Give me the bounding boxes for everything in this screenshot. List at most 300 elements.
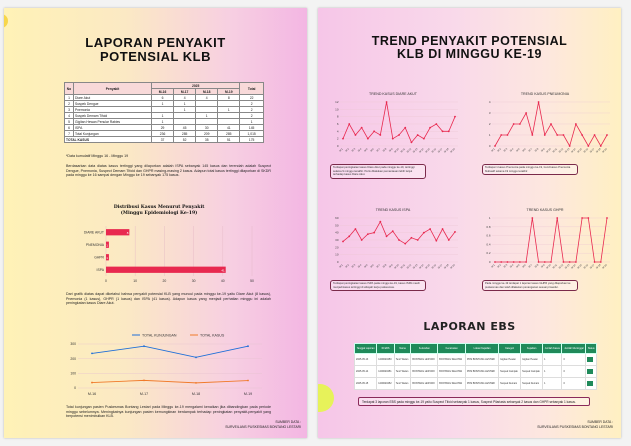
x-tick-label: M-5 [363,147,369,153]
data-point [435,240,437,242]
ebs-view-button[interactable] [587,357,593,362]
y-tick-label: 0.6 [486,233,491,238]
data-point [606,217,608,219]
y-tick-label: 1 [488,216,491,220]
data-point [91,352,93,354]
trend-chart-diare [324,98,462,160]
ebs-cell: PKM BONTANG LESTARI [466,378,499,390]
col-week: M-17 [174,89,196,95]
x-tick-label: M-2 [496,263,502,269]
panel-title: TREND KASUS GHPR [526,208,564,212]
total-cell: 52 [174,137,196,143]
total-cell: 175 [240,137,264,143]
panel-description: Terdapat peningkatan kasus Diare Akut pada minggu ke-19, tertinggi selama 9 minggu terakhir. Perlu dilakukan pemantauan lebih lanjut terhadap kasus Diare Akut. [330,164,426,179]
category-label: GHPR [94,255,104,260]
x-tick-label: M-12 [558,147,565,154]
col-no: No [65,83,74,95]
ebs-header: ID EBS [377,344,394,354]
total-label: TOTAL KASUS [65,137,152,143]
series-line [92,380,248,382]
paragraph-visits: Total kunjungan pasien Puskesmas Bontang Lestari pada Minggu ke-19 mengalami kenaikan jika dibandingkan pada periode minggu sebelumnya. Meningkatnya kunjungan pasien kemungkinan berdampak terhadap peningkatan penyakit-penyakit yang berpotensi menimbulkan KLB. [66,405,271,419]
ebs-header: Jumlah Meninggal [562,344,586,354]
data-point [525,112,527,114]
y-tick-label: 3 [488,111,491,115]
cumulative-caption: *Data kumulatif Minggu 16 - Minggu 19 [66,154,129,158]
table-cell: 236 [152,131,174,137]
bar-chart-title-line1: Distribusi Kasus Menurut Penyakit [113,205,205,210]
x-tick-label: M-9 [388,263,394,269]
x-tick-label: M-10 [545,147,552,154]
data-point [581,134,583,136]
x-tick-label: M-1 [490,147,496,153]
data-point [386,235,388,237]
bar-value-label: 1 [106,255,108,260]
ebs-table [354,343,597,390]
ebs-cell: BONTANG LESTARI [411,378,438,390]
ebs-cell: 0 [562,354,586,366]
x-tick-label: 30 [191,279,196,283]
right-source-label: SUMBER DATA : [587,420,613,424]
y-tick-label: 30 [335,238,339,242]
x-tick-label: M-5 [515,263,521,269]
data-point [386,101,388,103]
ebs-cell: Tenri Wulan [394,378,411,390]
bar-chart-title [84,205,234,216]
y-tick-label: 300 [70,342,76,347]
table-cell: 2 [65,101,74,107]
x-tick-label: M-10 [393,147,400,154]
x-tick-label: M-8 [382,263,388,269]
data-point [373,130,375,132]
left-source-label: SUMBER DATA : [275,420,301,424]
table-cell: 1 [174,107,196,113]
y-tick-label: 10 [335,252,339,257]
y-tick-label: 1 [488,133,491,137]
x-tick-label: M-12 [406,147,413,154]
data-point [247,345,249,347]
trend-chart-pneumonia [476,98,614,160]
data-point [500,261,502,263]
data-point [563,134,565,136]
table-cell: 5 [65,119,74,125]
x-tick-label: M-9 [540,147,546,153]
y-tick-label: 0.2 [486,251,491,256]
y-tick-label: 0.4 [486,242,491,247]
table-cell: 2 [240,113,264,119]
bar [106,267,226,273]
x-tick-label: M-15 [576,147,583,154]
table-cell: 1 [152,119,174,125]
ebs-cell: BONTANG SELATAN [438,366,466,378]
x-tick-label: M-9 [540,263,546,269]
left-source-name: SURVEILANS PUSKESMAS BONTANG LESTARI [225,424,301,429]
table-cell: 1 [218,107,240,113]
col-penyakit: Penyakit [74,83,152,95]
data-point [494,145,496,147]
ebs-note: Terdapat 3 laporan EBS pada minggu ke-19 yaitu Suspect Tifoid sebanyak 1 kasus, Suspect Pilariasis sebanyak 2 kasus dan GHPR sebanyak 1 kasus. [358,397,590,406]
panel-description: Pada minggu ke-19 terdapat 1 laporan kasus GHPR yang dilaporkan ke puskesmas dan telah dilakukan penanganan sesuai prosedur. [482,280,578,291]
x-tick-label: M-6 [521,147,527,153]
series-line [92,346,248,357]
y-tick-label: 0.8 [486,224,491,229]
data-point [538,261,540,263]
y-tick-label: 200 [70,356,76,361]
legend-label: TOTAL KASUS [200,333,225,338]
ebs-cell: 1200020250 [377,354,394,366]
x-tick-label: M-13 [564,147,571,154]
y-tick-label: 8 [336,114,339,119]
ebs-cell: 0 [562,366,586,378]
x-tick-label: M-11 [400,147,406,154]
ebs-cell: Tenri Wulan [394,366,411,378]
y-tick-label: 0 [74,386,76,391]
x-tick-label: M-11 [552,263,558,270]
ebs-row [355,378,597,390]
x-tick-label: M-14 [570,147,577,154]
x-tick-label: M-6 [369,147,375,153]
table-cell: 1 [152,101,174,107]
x-tick-label: 0 [105,279,107,283]
data-point [519,261,521,263]
ebs-cell: BONTANG LESTARI [411,366,438,378]
data-point [544,134,546,136]
col-week: M-16 [152,89,174,95]
ebs-status-cell [586,354,597,366]
data-point [550,261,552,263]
y-tick-label: 4 [336,129,339,134]
data-point [373,232,375,234]
x-tick-label: M-7 [376,147,382,153]
table-cell: 4 [196,95,218,101]
ebs-cell: PKM BONTANG LESTARI [466,366,499,378]
table-cell: 29 [152,125,174,131]
ebs-cell: BONTANG SELATAN [438,354,466,366]
data-point [442,130,444,132]
panel-description: Terdapat peningkatan kasus ISPA pada minggu ke-19, kasus ISPA masih menjadi kasus tertinggi di wilayah kerja puskesmas. [330,280,426,291]
table-total-row [65,137,264,143]
ebs-cell: 0 [562,378,586,390]
data-point [600,261,602,263]
ebs-cell: Suspek Demam [499,378,521,390]
col-week: M-18 [196,89,218,95]
ebs-row [355,354,597,366]
data-point [348,123,350,125]
data-point [247,380,249,382]
category-label: PNEMONIA [85,243,104,247]
table-cell: Gigitan Hewan Penular Rabies [74,119,152,125]
x-tick-label: M-3 [503,147,509,153]
bar-value-label: 8 [126,230,129,235]
data-point [507,261,509,263]
data-point [367,138,369,140]
x-tick-label: M-8 [382,147,388,153]
table-cell: 8 [218,95,240,101]
x-tick-label: M-16 [583,147,590,154]
ebs-cell: Gigitan Hewan [499,354,521,366]
table-cell: 1 [196,113,218,119]
y-tick-label: 12 [335,100,339,104]
data-point [411,237,413,239]
data-point [367,233,369,235]
x-tick-label: M-19 [449,147,456,154]
ebs-cell: 1 [543,366,562,378]
data-point [569,145,571,147]
data-point [575,123,577,125]
table-cell: 6 [152,95,174,101]
table-cell: Total Kunjungan [74,131,152,137]
left-title-line1: LAPORAN PENYAKIT [85,35,226,50]
x-tick-label: M-2 [496,147,502,153]
ebs-cell: 1200020252 [377,378,394,390]
ebs-header: Status [586,344,597,354]
data-point [361,239,363,241]
x-tick-label: M-18 [191,392,201,396]
x-tick-label: M-13 [412,147,419,154]
table-cell: 1,015 [240,131,264,137]
legend-label: TOTAL KUNJUNGAN [142,333,177,338]
data-point [587,145,589,147]
data-point [600,145,602,147]
x-tick-label: M-18 [443,263,450,270]
x-tick-label: M-16 [431,147,438,154]
ebs-cell: Suspek Demam [521,378,543,390]
table-cell: 4 [65,113,74,119]
data-point [361,127,363,129]
data-point [417,239,419,241]
x-tick-label: 50 [250,279,254,283]
x-tick-label: M-4 [509,263,515,269]
data-point [448,239,450,241]
data-point [525,261,527,263]
table-cell: Suspek Dengue [74,101,152,107]
right-title-line2: KLB DI MINGGU KE-19 [397,47,542,62]
x-tick-label: M-17 [437,147,444,154]
x-tick-label: M-4 [509,147,515,153]
table-cell: Pnemonia [74,107,152,113]
x-tick-label: M-17 [589,263,596,270]
data-point [494,261,496,263]
table-cell: 1 [65,95,74,101]
data-point [531,134,533,136]
x-tick-label: M-7 [528,263,534,269]
data-point [550,123,552,125]
x-tick-label: M-16 [431,263,438,270]
y-tick-label: 0 [488,144,491,148]
table-cell: 145 [240,125,264,131]
data-point [556,217,558,219]
data-point [379,134,381,136]
x-tick-label: M-5 [515,147,521,153]
table-cell: 2 [240,101,264,107]
category-label: DIARE AKUT [83,230,104,235]
table-cell: 2 [240,107,264,113]
y-tick-label: 2 [336,136,339,141]
data-point [355,228,357,230]
right-title [318,35,621,61]
data-point [429,228,431,230]
table-cell: 41 [218,125,240,131]
left-title-line2: POTENSIAL KLB [100,48,211,64]
ebs-header: Kategori [499,344,521,354]
ebs-header: Kejadian [521,344,543,354]
data-point [429,127,431,129]
ebs-cell: 1 [543,378,562,390]
decor-circle [318,384,334,412]
x-tick-label: M-19 [449,263,456,270]
data-point [411,141,413,143]
table-cell: Diare Akut [74,95,152,101]
x-tick-label: M-6 [369,263,375,269]
x-tick-label: M-17 [437,263,444,270]
ebs-header: Nama [394,344,411,354]
trend-line [495,218,607,262]
ebs-view-button[interactable] [587,381,593,386]
ebs-header: Kecamatan [438,344,466,354]
y-tick-label: 2 [488,122,491,126]
panel-title: TREND KASUS DIARE AKUT [369,92,417,96]
data-point [392,230,394,232]
category-label: ISPA [96,268,104,272]
data-point [587,217,589,219]
x-tick-label: M-15 [424,147,431,154]
x-tick-label: M-3 [503,263,509,269]
table-cell: ISPA [74,125,152,131]
ebs-cell: 2025-05-15 [355,378,377,390]
ebs-header: Lokasi Kejadian [466,344,499,354]
data-point [563,261,565,263]
visit-line-chart [62,330,272,402]
x-tick-label: M-18 [595,147,602,154]
x-tick-label: 20 [162,279,167,283]
ebs-cell: 1200020251 [377,366,394,378]
table-cell: 1 [174,101,196,107]
x-tick-label: 10 [133,279,138,283]
data-point [513,261,515,263]
y-tick-label: 0 [336,144,339,148]
table-cell: 6 [65,125,74,131]
data-point [348,235,350,237]
y-tick-label: 0 [336,260,339,264]
table-cell: 7 [65,131,74,137]
data-point [581,217,583,219]
col-week: M-19 [218,89,240,95]
data-point [398,134,400,136]
paragraph-summary: Berdasarkan data diatas kasus tertinggi yang dilaporkan adalah ISPA sebanyak 145 kasus dan terendah adalah Suspect Dengue, Pnemonia, Suspect Demam Tifoid dan GHPR masing-masing 2 kasus. Adapun total kasus tertinggi dilaporkan di SKDR pada minggu ke 16 sampai dengan Minggu ke 19 sebanyak 175 kasus. [66,164,271,178]
data-point [143,379,145,381]
x-tick-label: M-19 [601,263,608,270]
data-point [417,134,419,136]
table-cell: 3 [65,107,74,113]
decor-circle [4,14,8,28]
y-tick-label: 100 [70,371,76,376]
ebs-cell: 2025-05-13 [355,354,377,366]
data-point [594,261,596,263]
case-report-table [64,82,264,143]
bar-value-label: 41 [221,268,225,273]
table-cell: Suspek Demam Tifoid [74,113,152,119]
x-tick-label: M-19 [601,147,608,154]
disease-bar-chart [60,222,260,288]
x-tick-label: M-1 [338,147,344,153]
x-tick-label: M-2 [344,147,350,153]
y-tick-label: 10 [335,107,339,112]
x-tick-label: M-3 [351,263,357,269]
data-point [442,228,444,230]
data-point [398,239,400,241]
table-cell: 4 [174,95,196,101]
x-tick-label: M-11 [400,263,406,270]
x-tick-label: M-2 [344,263,350,269]
data-point [454,231,456,233]
ebs-cell: 1 [543,354,562,366]
col-year: 2025 [152,83,240,89]
data-point [500,134,502,136]
trend-panel-diare [324,90,462,186]
x-tick-label: M-5 [363,263,369,269]
ebs-cell: PKM BONTANG LESTARI [466,354,499,366]
right-report-page [318,8,621,438]
x-tick-label: M-14 [418,263,425,270]
x-tick-label: M-11 [552,147,558,154]
y-tick-label: 0 [488,260,491,264]
x-tick-label: M-14 [570,263,577,270]
data-point [423,138,425,140]
table-cell: 30 [196,125,218,131]
trend-panel-pneumonia [476,90,614,186]
trend-chart-ghpr [476,214,614,276]
data-point [538,101,540,103]
trend-panel-ispa [324,206,462,302]
x-tick-label: M-8 [534,263,540,269]
x-tick-label: M-10 [545,263,552,270]
x-tick-label: M-8 [534,147,540,153]
data-point [519,123,521,125]
y-tick-label: 50 [335,223,339,228]
bar-value-label: 1 [106,243,108,248]
panel-description: Terdapat 1 kasus Pnemonia pada minggu ke-19, trend kasus Pnemonia fluktuatif selama 19 minggu terakhir. [482,164,578,175]
trend-panel-ghpr [476,206,614,302]
x-tick-label: M-13 [564,263,571,270]
table-cell: 285 [218,131,240,137]
data-point [404,127,406,129]
data-point [556,134,558,136]
panel-title: TREND KASUS PNEUMONIA [520,92,570,96]
total-cell: 35 [196,137,218,143]
x-tick-label: M-16 [583,263,590,270]
x-tick-label: M-4 [357,263,363,269]
ebs-view-button[interactable] [587,369,593,374]
data-point [423,232,425,234]
data-point [342,138,344,140]
x-tick-label: M-18 [595,263,602,270]
ebs-header: Tanggal Laporan [355,344,377,354]
x-tick-label: 40 [220,279,225,283]
total-cell: 37 [152,137,174,143]
data-point [507,134,509,136]
trend-line [343,102,455,142]
paragraph-bar-analysis: Dari grafik diatas dapat diketahui bahwa penyakit potensial KLB yang muncul pada minggu ke-19 yaitu Diare Akut (8 kasus), Pnemonia (1 kasus), GHPR (1 kasus) dan ISPA (41 kasus). Adapun kasus yang menjadi perhatian minggu ini adalah peningkatan kasus Diare Akut. [66,292,271,306]
ebs-cell: BONTANG LESTARI [411,354,438,366]
x-tick-label: M-15 [576,263,583,270]
x-tick-label: M-13 [412,263,419,270]
total-cell: 51 [218,137,240,143]
x-tick-label: M-6 [521,263,527,269]
x-tick-label: M-16 [87,392,97,396]
x-tick-label: M-7 [376,263,382,269]
x-tick-label: M-15 [424,263,431,270]
table-cell: 209 [196,131,218,137]
data-point [448,130,450,132]
